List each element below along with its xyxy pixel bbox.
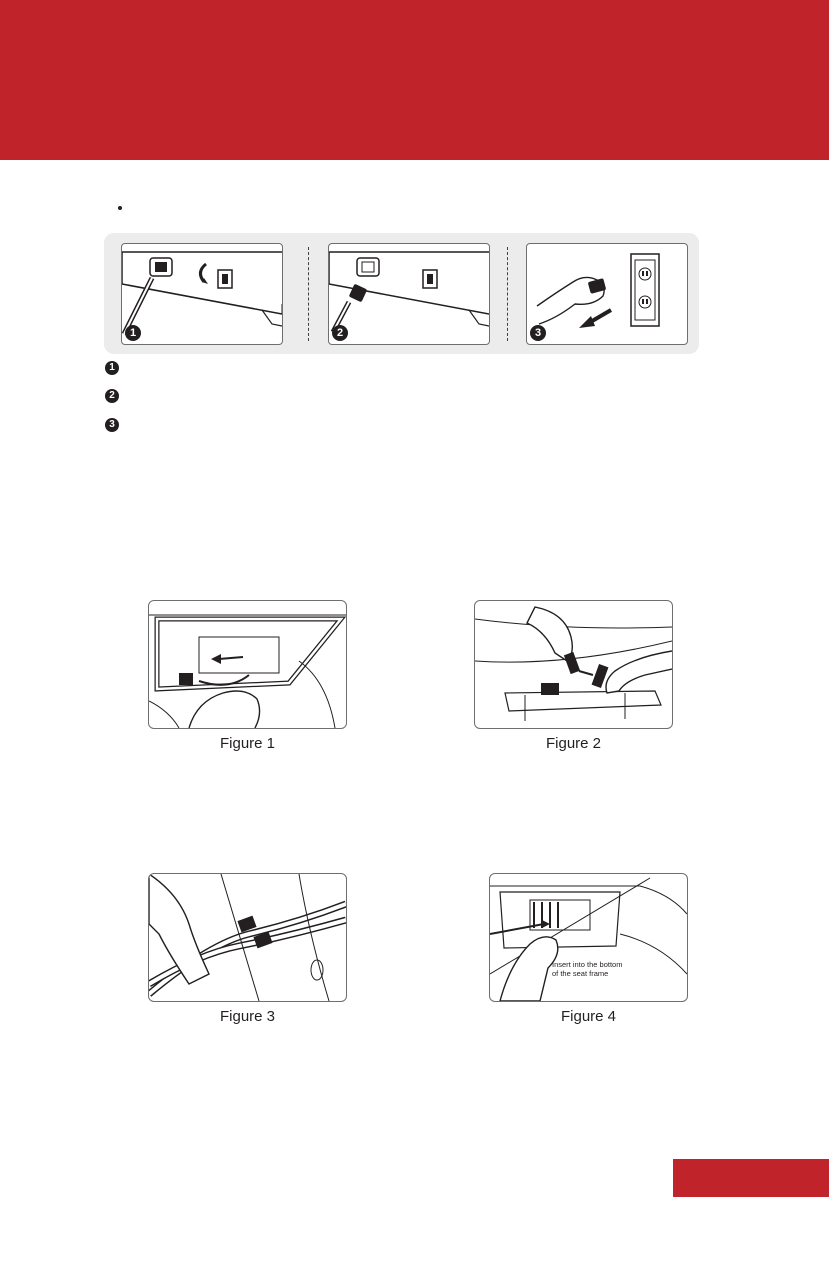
figure-3 [148,873,347,1025]
connector-join-drawing [475,601,672,728]
footer-tab [673,1159,829,1197]
seat-frame-insert-drawing [490,874,687,1001]
cable-route-drawing [149,601,346,728]
figure-4-annotation [552,960,622,978]
wall-outlet-drawing [527,244,687,344]
dashed-divider [308,247,309,341]
step-2-illustration [328,243,490,345]
step-list-marker-3: 3 [105,418,119,432]
figure-1 [148,600,347,752]
step-number-badge: 3 [530,325,546,341]
figure-caption: Figure 3 [219,1008,276,1025]
bullet-point [118,206,122,210]
figure-caption: Figure 4 [560,1008,617,1025]
figure-4-illustration [489,873,688,1002]
annotation-line: Insert into the bottom [552,960,623,969]
figure-caption: Figure 2 [545,735,602,752]
step-list-marker-1: 1 [105,361,119,375]
figure-caption: Figure 1 [219,735,276,752]
step-3-illustration [526,243,688,345]
unplug-cord-drawing [329,244,489,344]
switch-off-drawing [122,244,282,344]
figure-1-illustration [148,600,347,729]
step-list-marker-2: 2 [105,389,119,403]
figure-4 [489,873,688,1025]
figure-3-illustration [148,873,347,1002]
cable-bundle-drawing [149,874,346,1001]
power-disconnect-steps-panel [104,233,699,354]
step-1-illustration [121,243,283,345]
figure-2 [474,600,673,752]
step-number-badge: 1 [125,325,141,341]
annotation-line: of the seat frame [552,969,609,978]
figure-2-illustration [474,600,673,729]
header-band [0,0,829,160]
dashed-divider [507,247,508,341]
step-number-badge: 2 [332,325,348,341]
